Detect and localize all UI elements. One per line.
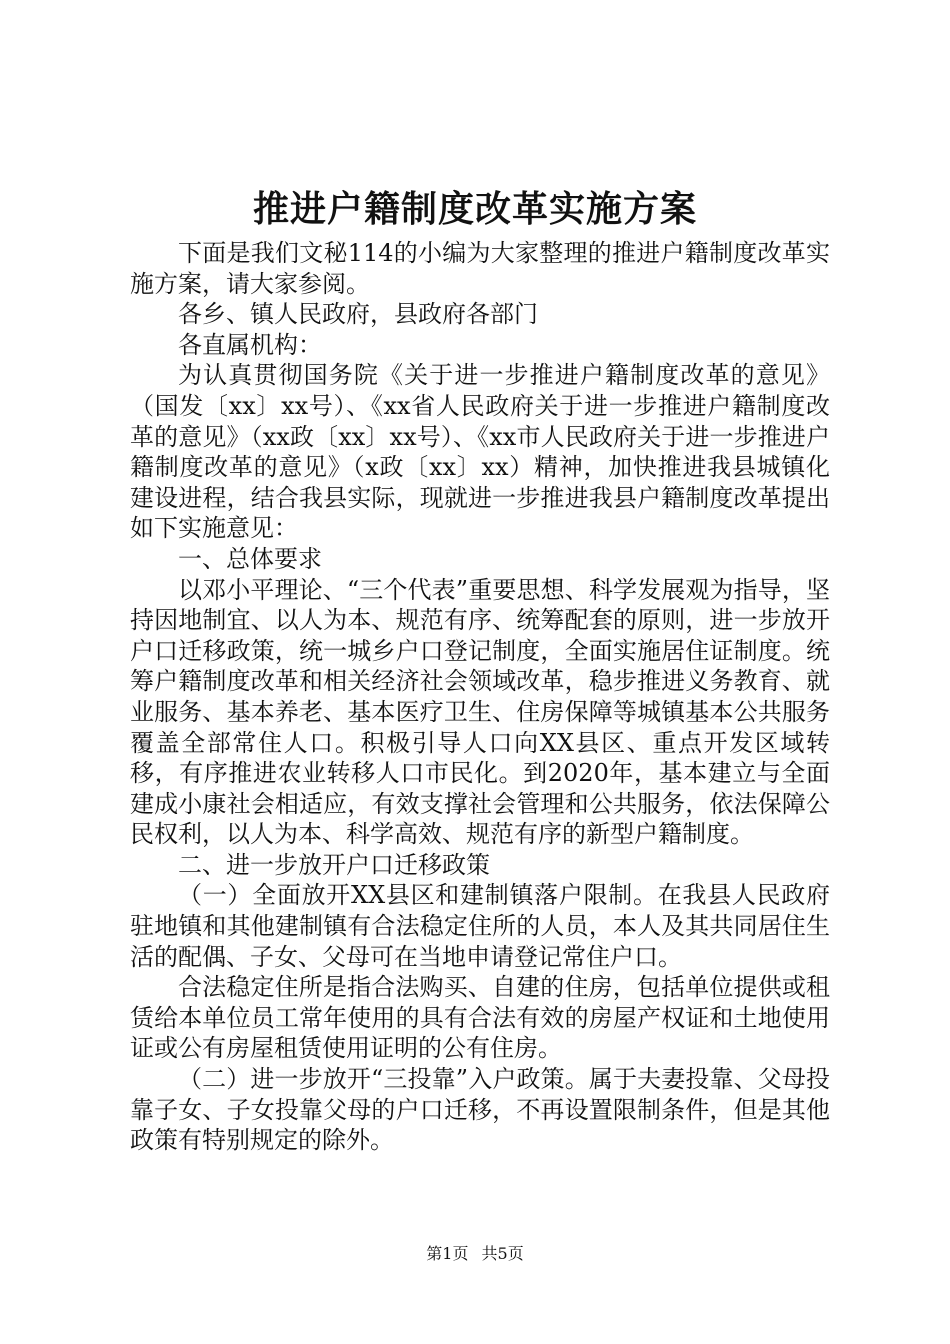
document-title: 推进户籍制度改革实施方案	[252, 188, 697, 230]
intro-paragraph: 下面是我们文秘114的小编为大家整理的推进户籍制度改革实施方案，请大家参阅。	[130, 239, 830, 298]
body-paragraph: （二）进一步放开“三投靠”入户政策。属于夫妻投靠、父母投靠子女、子女投靠父母的户口迁移，不再设置限制条件，但是其他政策有特别规定的除外。	[130, 1065, 830, 1155]
addressee-line: 各乡、镇人民政府，县政府各部门	[178, 300, 538, 329]
body-paragraph: （一）全面放开XX县区和建制镇落户限制。在我县人民政府驻地镇和其他建制镇有合法稳定住所的人员，本人及其共同居住生活的配偶、子女、父母可在当地申请登记常住户口。	[130, 881, 830, 971]
body-paragraph: 合法稳定住所是指合法购买、自建的住房，包括单位提供或租赁给本单位员工常年使用的具有合法有效的房屋产权证和土地使用证或公有房屋租赁使用证明的公有住房。	[130, 973, 830, 1063]
addressee-line: 各直属机构：	[178, 330, 322, 359]
section-heading: 一、总体要求	[178, 544, 322, 573]
section-heading: 二、进一步放开户口迁移政策	[178, 850, 490, 879]
page-footer	[0, 1244, 950, 1264]
document-body	[130, 238, 830, 1156]
page-number: 第1页	[426, 1244, 469, 1263]
page-total: 共5页	[481, 1244, 524, 1263]
body-paragraph: 以邓小平理论、“三个代表”重要思想、科学发展观为指导，坚持因地制宜、以人为本、规范有序、统筹配套的原则，进一步放开户口迁移政策，统一城乡户口登记制度，全面实施居住证制度。统筹户籍制度改革和相关经济社会领域改革，稳步推进义务教育、就业服务、基本养老、基本医疗卫生、住房保障等城镇基本公共服务覆盖全部常住人口。积极引导人口向XX县区、重点开发区域转移，有序推进农业转移人口市民化。到2020年，基本建立与全面建成小康社会相适应，有效支撑社会管理和公共服务，依法保障公民权利，以人为本、科学高效、规范有序的新型户籍制度。	[130, 575, 830, 849]
body-paragraph: 为认真贯彻国务院《关于进一步推进户籍制度改革的意见》（国发〔xx〕xx号）、《xx省人民政府关于进一步推进户籍制度改革的意见》（xx政〔xx〕xx号）、《xx市人民政府关于进一步推进户籍制度改革的意见》（x政〔xx〕xx）精神，加快推进我县城镇化建设进程，结合我县实际，现就进一步推进我县户籍制度改革提出如下实施意见：	[130, 361, 830, 543]
